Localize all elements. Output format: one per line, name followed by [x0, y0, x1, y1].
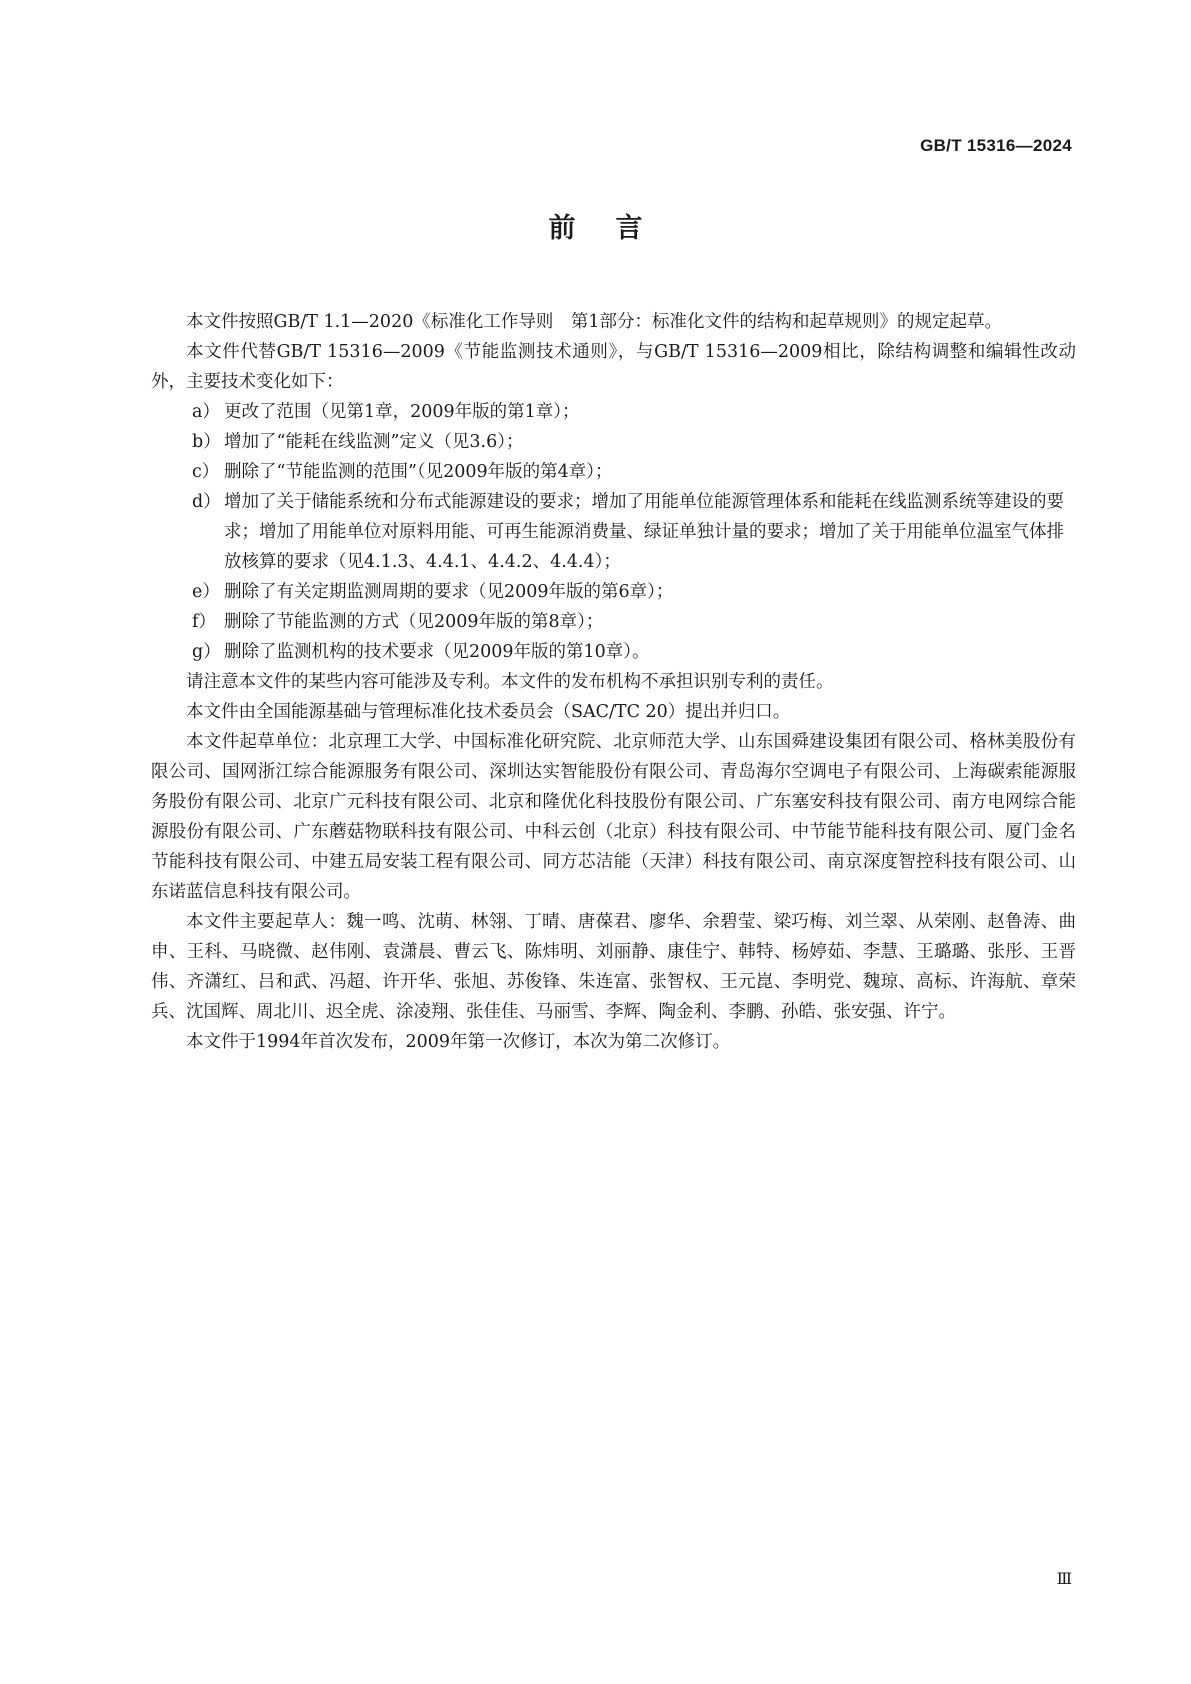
document-body	[151, 307, 1076, 1057]
paragraph-committee: 本文件由全国能源基础与管理标准化技术委员会（SAC/TC 20）提出并归口。	[186, 702, 791, 722]
list-item-text: 增加了“能耗在线监测”定义（见3.6）；	[224, 432, 524, 452]
list-item	[151, 637, 1076, 667]
paragraph-patent-notice: 请注意本文件的某些内容可能涉及专利。本文件的发布机构不承担识别专利的责任。	[186, 672, 834, 692]
list-item-text: 删除了节能监测的方式（见2009年版的第8章）；	[224, 612, 604, 632]
page-title: 前言	[548, 213, 683, 244]
page-number: Ⅲ	[1056, 1569, 1072, 1588]
list-item-label: b）	[192, 432, 221, 452]
list-item-text: 删除了监测机构的技术要求（见2009年版的第10章）。	[224, 642, 650, 662]
list-item-label: d）	[192, 492, 221, 512]
list-item	[151, 427, 1076, 457]
list-item-label: a）	[192, 402, 220, 422]
list-item-text: 删除了有关定期监测周期的要求（见2009年版的第6章）；	[224, 582, 674, 602]
list-item-label: f）	[192, 612, 216, 632]
list-item-label: g）	[192, 642, 221, 662]
list-item-label: c）	[192, 462, 220, 482]
list-item-text: 更改了范围（见第1章，2009年版的第1章）；	[224, 402, 580, 422]
paragraph-history: 本文件于1994年首次发布，2009年第一次修订，本次为第二次修订。	[186, 1032, 731, 1052]
list-item	[151, 577, 1076, 607]
paragraph-drafters: 本文件主要起草人：魏一鸣、沈萌、林翎、丁晴、唐葆君、廖华、余碧莹、梁巧梅、刘兰翠、从荣刚、赵鲁涛、曲申、王科、马晓微、赵伟刚、袁潇晨、曹云飞、陈炜明、刘丽静、康佳宁、韩特、杨婷茹、李慧、王璐璐、张彤、王晋伟、齐潇红、吕和武、冯超、许开华、张旭、苏俊锋、朱连富、张智权、王元崑、李明党、魏琼、高标、许海航、章荣兵、沈国辉、周北川、迟全虎、涂凌翔、张佳佳、马丽雪、李辉、陶金利、李鹏、孙皓、张安强、许宁。	[151, 912, 1076, 1022]
list-item	[151, 457, 1076, 487]
paragraph-drafting-units: 本文件起草单位：北京理工大学、中国标准化研究院、北京师范大学、山东国舜建设集团有限公司、格林美股份有限公司、国网浙江综合能源服务有限公司、深圳达实智能股份有限公司、青岛海尔空调电子有限公司、上海碳索能源服务股份有限公司、北京广元科技有限公司、北京和隆优化科技股份有限公司、广东塞安科技有限公司、南方电网综合能源股份有限公司、广东蘑菇物联科技有限公司、中科云创（北京）科技有限公司、中节能节能科技有限公司、厦门金名节能科技有限公司、中建五局安装工程有限公司、同方芯洁能（天津）科技有限公司、南京深度智控科技有限公司、山东诺蓝信息科技有限公司。	[151, 732, 1076, 902]
list-item	[151, 397, 1076, 427]
list-item	[151, 487, 1076, 577]
list-item-text: 增加了关于储能系统和分布式能源建设的要求；增加了用能单位能源管理体系和能耗在线监测系统等建设的要求；增加了用能单位对原料用能、可再生能源消费量、绿证单独计量的要求；增加了关于用能单位温室气体排放核算的要求（见4.1.3、4.4.1、4.4.2、4.4.4）；	[224, 492, 1064, 572]
changes-list	[151, 397, 1076, 667]
standard-code: GB/T 15316—2024	[920, 136, 1072, 155]
list-item-label: e）	[192, 582, 220, 602]
paragraph-replacement: 本文件代替GB/T 15316—2009《节能监测技术通则》，与GB/T 15316—2009相比，除结构调整和编辑性改动外，主要技术变化如下：	[151, 342, 1076, 392]
list-item	[151, 607, 1076, 637]
list-item-text: 删除了“节能监测的范围”（见2009年版的第4章）；	[224, 462, 613, 482]
paragraph-drafting-rules: 本文件按照GB/T 1.1—2020《标准化工作导则 第1部分：标准化文件的结构和起草规则》的规定起草。	[186, 312, 1002, 332]
